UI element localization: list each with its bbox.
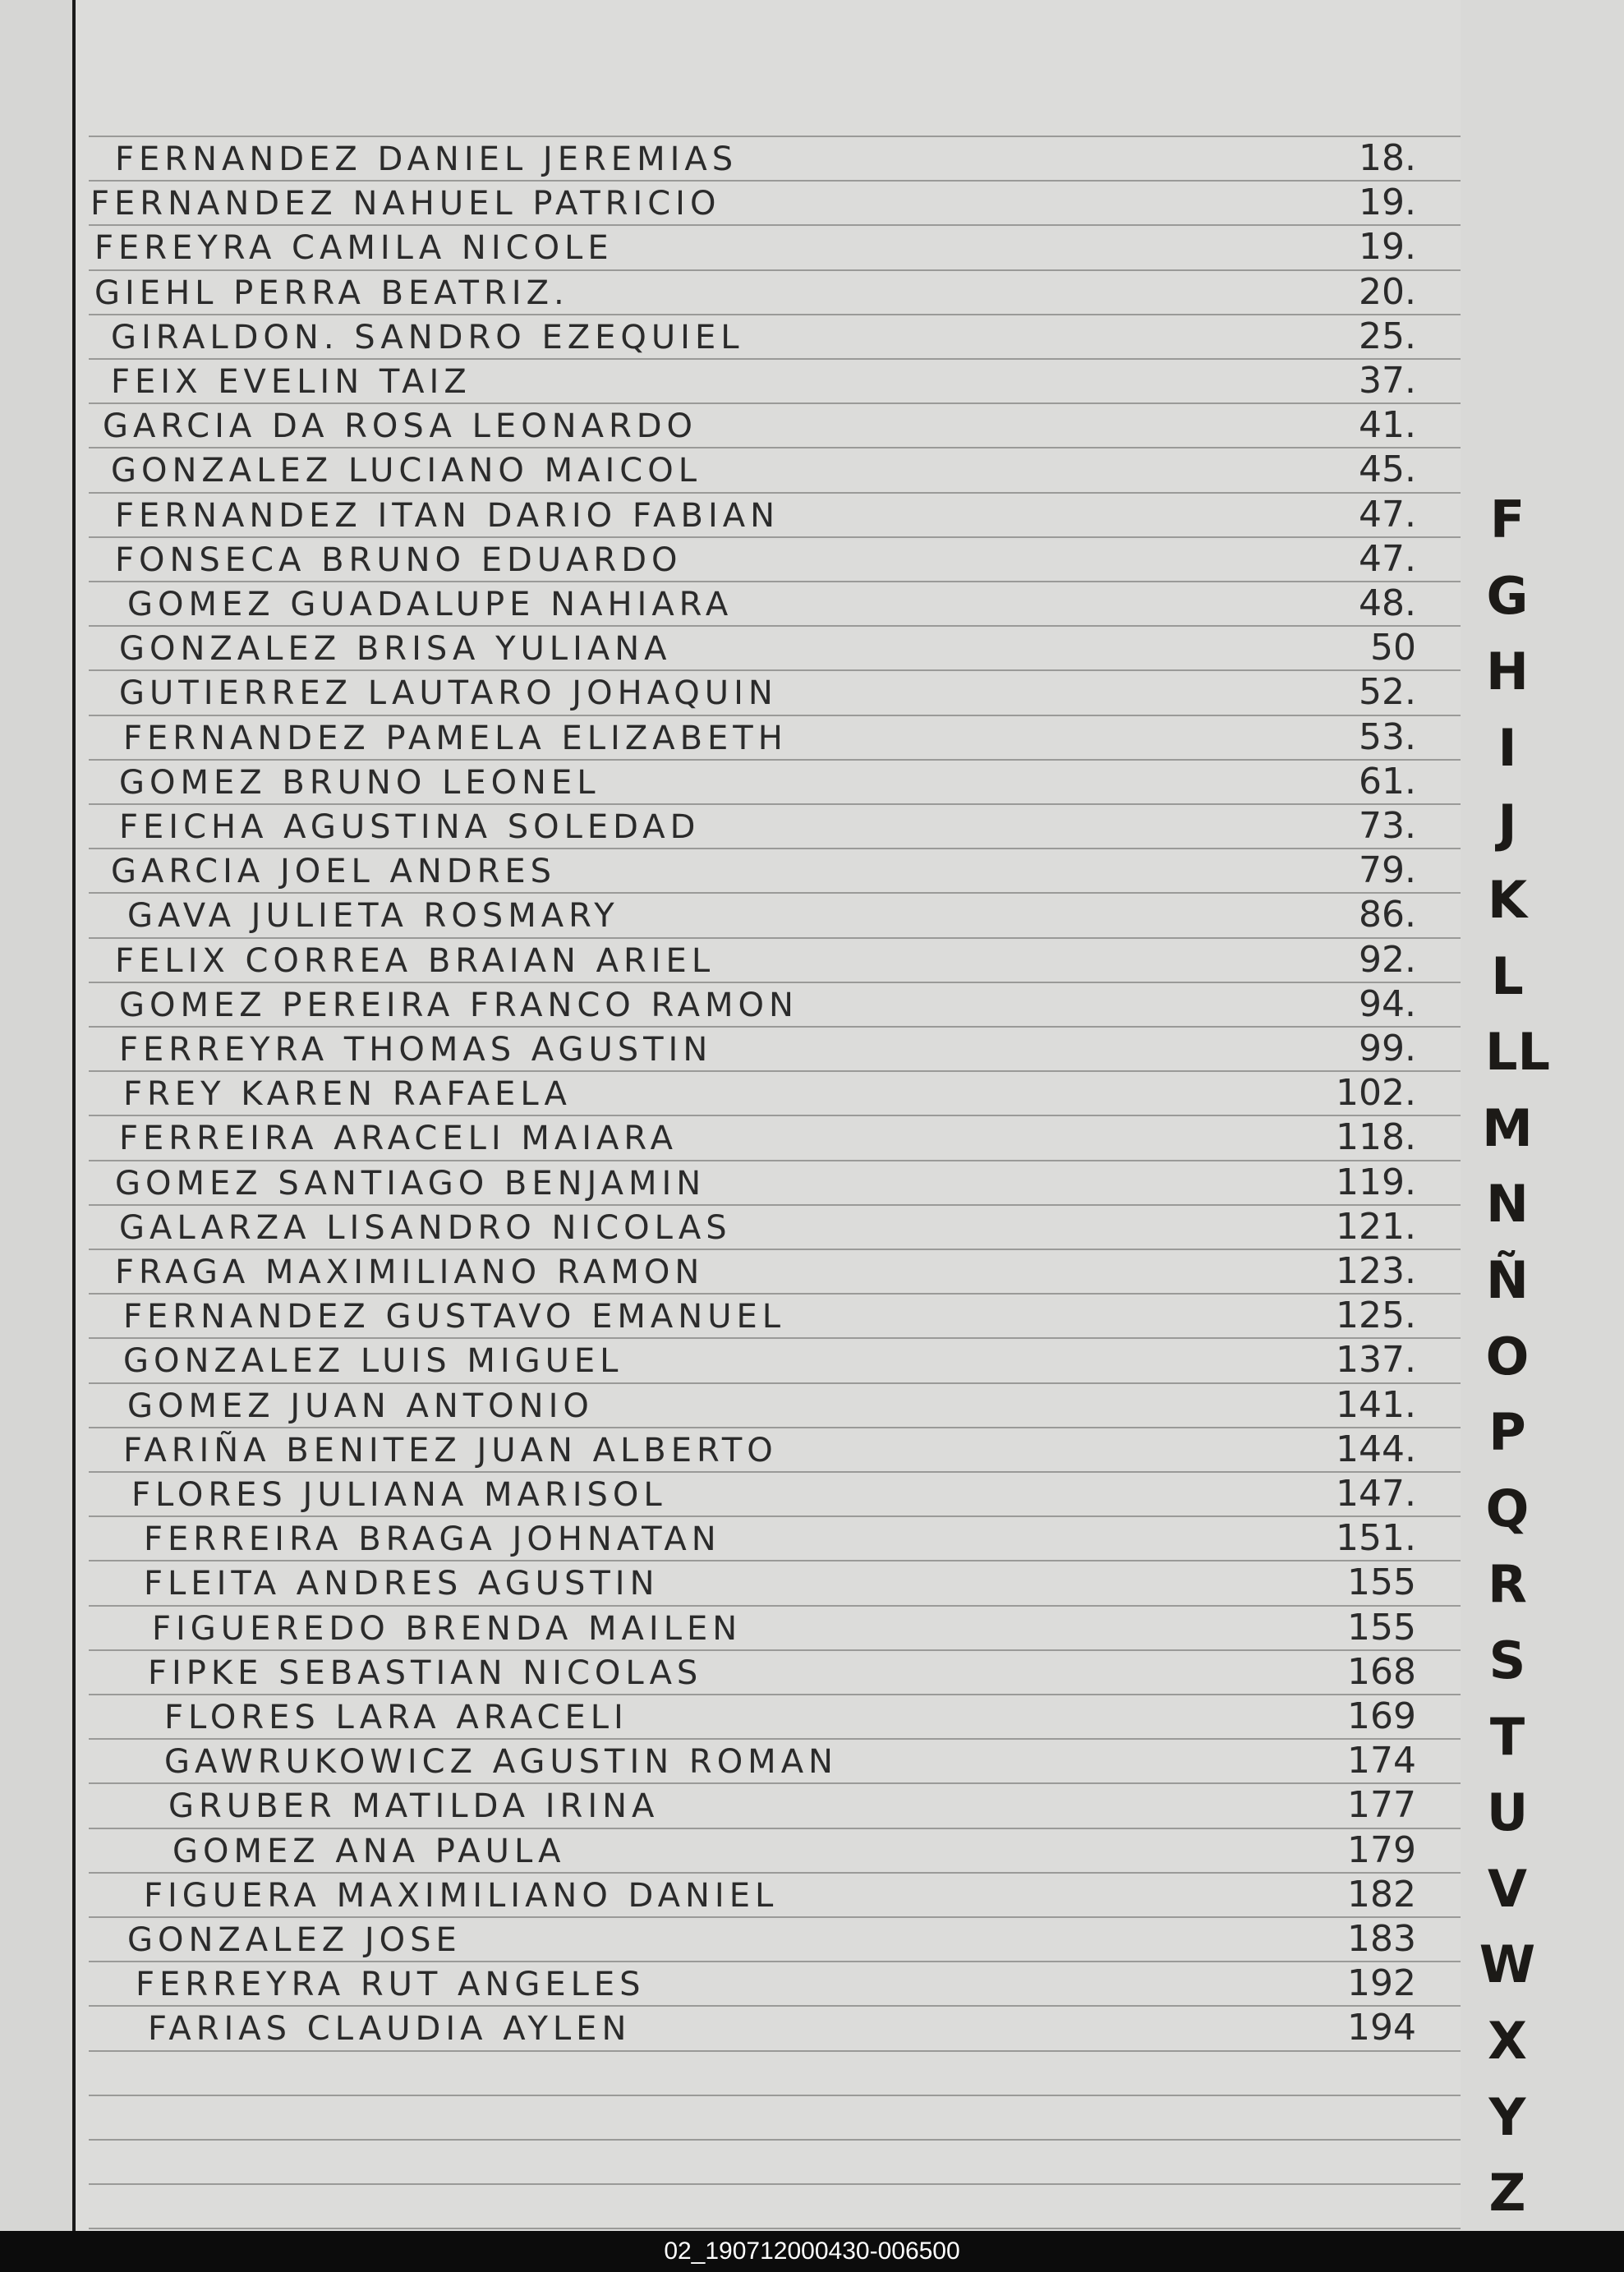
index-tab-letter[interactable]: L (1491, 946, 1524, 1006)
list-item (0, 447, 1461, 493)
entry-number: 18. (1359, 137, 1416, 179)
student-name: FRAGA MAXIMILIANO RAMON (115, 1253, 705, 1291)
student-name: GOMEZ BRUNO LEONEL (119, 764, 600, 802)
student-name: FEIX EVELIN TAIZ (111, 363, 472, 401)
entry-number: 169 (1347, 1695, 1416, 1737)
entry-number: 19. (1359, 182, 1416, 223)
student-name: FERREYRA RUT ANGELES (136, 1966, 646, 2003)
entry-number: 137. (1336, 1339, 1416, 1381)
index-tab-letter[interactable]: O (1485, 1327, 1530, 1387)
student-name: FERREYRA THOMAS AGUSTIN (119, 1031, 713, 1069)
student-name: FERNANDEZ PAMELA ELIZABETH (123, 720, 788, 757)
list-item (0, 1872, 1461, 1918)
student-name: GAWRUKOWICZ AGUSTIN ROMAN (164, 1743, 838, 1781)
student-name: GOMEZ GUADALUPE NAHIARA (127, 586, 734, 623)
student-name: FONSECA BRUNO EDUARDO (115, 541, 683, 579)
list-item (0, 892, 1461, 938)
student-name: FARIAS CLAUDIA AYLEN (148, 2010, 632, 2048)
list-item (0, 1204, 1461, 1250)
list-item (0, 1649, 1461, 1695)
list-item (0, 1427, 1461, 1473)
entry-number: 94. (1359, 983, 1416, 1025)
index-tab-letter[interactable]: Ñ (1486, 1250, 1529, 1310)
list-item (0, 982, 1461, 1028)
entry-number: 45. (1359, 448, 1416, 490)
list-item (0, 180, 1461, 226)
student-name: FARIÑA BENITEZ JUAN ALBERTO (123, 1432, 778, 1469)
entry-number: 50 (1370, 627, 1416, 669)
entry-number: 48. (1359, 582, 1416, 624)
entry-number: 52. (1359, 671, 1416, 713)
index-tab-letter[interactable]: T (1489, 1707, 1525, 1767)
entry-number: 179 (1347, 1829, 1416, 1871)
index-tab-letter[interactable]: Y (1488, 2087, 1526, 2147)
student-name: FLEITA ANDRES AGUSTIN (144, 1565, 660, 1603)
list-item (0, 1916, 1461, 1962)
student-name: FIPKE SEBASTIAN NICOLAS (148, 1654, 703, 1692)
student-name: GIEHL PERRA BEATRIZ. (94, 274, 569, 312)
list-item (0, 1694, 1461, 1740)
entry-number: 37. (1359, 360, 1416, 402)
entry-number: 53. (1359, 716, 1416, 758)
entry-number: 168 (1347, 1651, 1416, 1693)
list-item (0, 1070, 1461, 1116)
entry-number: 192 (1347, 1962, 1416, 2004)
student-name: FEICHA AGUSTINA SOLEDAD (119, 808, 701, 846)
index-tab-letter[interactable]: V (1488, 1859, 1527, 1919)
list-item (0, 1560, 1461, 1606)
list-item (0, 1115, 1461, 1161)
entry-number: 183 (1347, 1918, 1416, 1960)
index-tab-letter[interactable]: I (1497, 718, 1517, 778)
student-name: GOMEZ SANTIAGO BENJAMIN (115, 1165, 706, 1203)
student-name: FERNANDEZ GUSTAVO EMANUEL (123, 1298, 786, 1336)
entry-number: 47. (1359, 538, 1416, 580)
index-tab-letter[interactable]: Q (1485, 1479, 1530, 1538)
entry-number: 123. (1336, 1250, 1416, 1292)
entry-number: 25. (1359, 315, 1416, 357)
student-name: GONZALEZ BRISA YULIANA (119, 630, 672, 668)
index-tab-letter[interactable]: K (1487, 870, 1528, 930)
entry-number: 79. (1359, 849, 1416, 891)
list-item (0, 848, 1461, 894)
list-item (0, 1782, 1461, 1828)
list-item (0, 136, 1461, 182)
index-tab-letter[interactable]: M (1482, 1098, 1533, 1158)
index-tab-letter[interactable]: X (1488, 2011, 1527, 2071)
list-item (0, 1471, 1461, 1517)
list-item (0, 492, 1461, 538)
entry-number: 19. (1359, 226, 1416, 268)
list-item (0, 803, 1461, 849)
index-tab-letter[interactable]: F (1489, 490, 1525, 550)
entry-number: 41. (1359, 404, 1416, 446)
index-tab-letter[interactable]: U (1486, 1782, 1529, 1842)
entry-number: 155 (1347, 1607, 1416, 1649)
list-item (0, 1828, 1461, 1874)
student-name: GOMEZ JUAN ANTONIO (127, 1387, 594, 1425)
entry-number: 147. (1336, 1473, 1416, 1515)
student-name: GONZALEZ LUCIANO MAICOL (111, 452, 702, 490)
student-name: GARCIA JOEL ANDRES (111, 853, 557, 890)
entry-number: 125. (1336, 1295, 1416, 1336)
entry-number: 151. (1336, 1517, 1416, 1559)
list-item (0, 1382, 1461, 1428)
student-name: GUTIERREZ LAUTARO JOHAQUIN (119, 674, 778, 712)
list-item (0, 224, 1461, 270)
entry-number: 118. (1336, 1116, 1416, 1158)
entry-number: 174 (1347, 1740, 1416, 1782)
student-name: GOMEZ ANA PAULA (173, 1833, 566, 1870)
student-name: FEREYRA CAMILA NICOLE (94, 229, 614, 267)
entry-number: 177 (1347, 1784, 1416, 1826)
list-item (0, 759, 1461, 805)
student-name: FIGUEREDO BRENDA MAILEN (152, 1610, 743, 1648)
index-tab-letter[interactable]: G (1486, 566, 1529, 626)
student-name: GONZALEZ LUIS MIGUEL (123, 1342, 623, 1380)
student-name: FELIX CORREA BRAIAN ARIEL (115, 942, 715, 980)
student-name: FERNANDEZ NAHUEL PATRICIO (90, 185, 721, 223)
entry-number: 99. (1359, 1028, 1416, 1069)
index-tab-letter[interactable]: LL (1485, 1022, 1551, 1082)
student-name: FERREIRA BRAGA JOHNATAN (144, 1520, 721, 1558)
list-item (0, 1337, 1461, 1383)
entry-number: 121. (1336, 1206, 1416, 1248)
index-tab-letter[interactable]: H (1486, 642, 1529, 701)
student-name: FERREIRA ARACELI MAIARA (119, 1120, 678, 1157)
ruled-line (89, 2139, 1461, 2141)
student-name: FERNANDEZ ITAN DARIO FABIAN (115, 497, 780, 535)
index-tab-letter[interactable]: R (1488, 1554, 1527, 1614)
list-item (0, 715, 1461, 761)
student-name: GIRALDON. SANDRO EZEQUIEL (111, 319, 744, 356)
list-item (0, 581, 1461, 627)
index-tab-letter[interactable]: W (1479, 1934, 1536, 1994)
list-item (0, 1160, 1461, 1206)
entry-number: 20. (1359, 271, 1416, 313)
index-tab-letter[interactable]: P (1488, 1402, 1526, 1462)
list-item (0, 1515, 1461, 1561)
student-name: GONZALEZ JOSE (127, 1921, 462, 1959)
list-item (0, 1026, 1461, 1072)
list-item (0, 2005, 1461, 2051)
student-name: FLORES LARA ARACELI (164, 1699, 628, 1736)
entry-number: 155 (1347, 1561, 1416, 1603)
list-item (0, 1249, 1461, 1295)
list-item (0, 269, 1461, 315)
list-item (0, 1961, 1461, 2007)
list-item (0, 358, 1461, 404)
entry-number: 47. (1359, 494, 1416, 536)
list-item (0, 1605, 1461, 1651)
entry-number: 92. (1359, 939, 1416, 981)
ruled-line (89, 2228, 1461, 2229)
list-item (0, 669, 1461, 715)
index-tab-letter[interactable]: J (1497, 793, 1517, 853)
index-tab-letter[interactable]: S (1488, 1630, 1526, 1690)
student-name: FIGUERA MAXIMILIANO DANIEL (144, 1877, 779, 1915)
entry-number: 86. (1359, 894, 1416, 936)
student-name: GAVA JULIETA ROSMARY (127, 897, 619, 935)
student-name: FLORES JULIANA MARISOL (131, 1476, 667, 1514)
student-name: GARCIA DA ROSA LEONARDO (103, 407, 698, 445)
list-item (0, 937, 1461, 983)
entry-number: 119. (1336, 1161, 1416, 1203)
list-item (0, 536, 1461, 582)
entry-number: 141. (1336, 1384, 1416, 1426)
list-item (0, 625, 1461, 671)
index-tab-letter[interactable]: Z (1488, 2163, 1526, 2223)
entry-number: 61. (1359, 761, 1416, 803)
student-name: FREY KAREN RAFAELA (123, 1075, 572, 1113)
index-tab-letter[interactable]: N (1486, 1174, 1529, 1234)
ruled-line (89, 2183, 1461, 2185)
list-item (0, 314, 1461, 360)
image-id-footer: 02_190712000430-006500 (0, 2231, 1624, 2272)
list-item (0, 1738, 1461, 1784)
entry-number: 144. (1336, 1428, 1416, 1470)
student-name: GRUBER MATILDA IRINA (168, 1787, 660, 1825)
list-item (0, 402, 1461, 448)
student-name: FERNANDEZ DANIEL JEREMIAS (115, 140, 738, 178)
student-name: GALARZA LISANDRO NICOLAS (119, 1209, 732, 1247)
entry-number: 73. (1359, 805, 1416, 847)
entry-number: 182 (1347, 1874, 1416, 1916)
entry-number: 102. (1336, 1072, 1416, 1114)
ruled-line (89, 2095, 1461, 2096)
entry-number: 194 (1347, 2007, 1416, 2049)
list-item (0, 1293, 1461, 1339)
student-name: GOMEZ PEREIRA FRANCO RAMON (119, 987, 798, 1024)
